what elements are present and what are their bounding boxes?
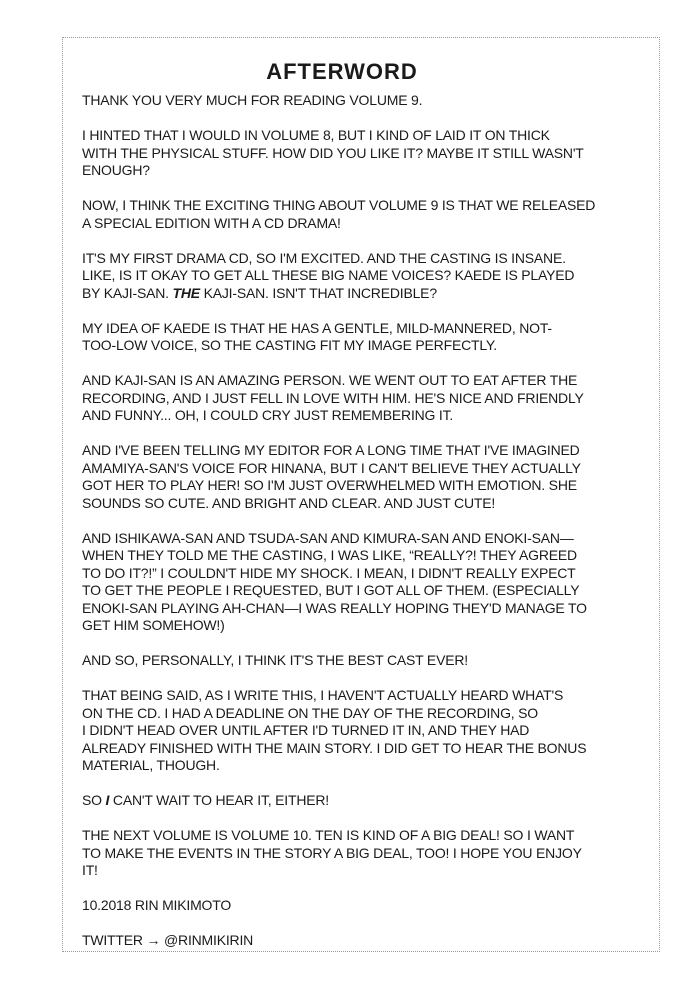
text-line: I DIDN'T HEAD OVER UNTIL AFTER I'D TURNED IT IN, AND THEY HAD xyxy=(82,722,530,738)
text-segment: SO xyxy=(82,792,106,808)
text-segment: KAJI-SAN. ISN'T THAT INCREDIBLE? xyxy=(199,284,437,301)
twitter-line xyxy=(82,932,662,950)
twitter-handle: @RINMIKIRIN xyxy=(164,932,254,948)
signature: 10.2018 RIN MIKIMOTO xyxy=(82,897,232,913)
paragraph xyxy=(82,652,662,670)
text-line: IT! xyxy=(82,862,98,878)
text-segment: BY KAJI-SAN. xyxy=(82,284,173,301)
paragraph xyxy=(82,127,662,180)
text-line: IT'S MY FIRST DRAMA CD, SO I'M EXCITED. AND THE CASTING IS INSANE. xyxy=(82,249,566,266)
text-line: TO DO IT?!” I COULDN'T HIDE MY SHOCK. I MEAN, I DIDN'T REALLY EXPECT xyxy=(82,564,576,581)
paragraph xyxy=(82,372,662,425)
paragraph xyxy=(82,250,662,303)
paragraph xyxy=(82,827,662,880)
text-line: MATERIAL, THOUGH. xyxy=(82,757,220,773)
text-line: GET HIM SOMEHOW!) xyxy=(82,617,225,633)
text-line: RECORDING, AND I JUST FELL IN LOVE WITH HIM. HE'S NICE AND FRIENDLY xyxy=(82,389,584,406)
paragraphs xyxy=(82,92,662,880)
text-line: WHEN THEY TOLD ME THE CASTING, I WAS LIKE, “REALLY?! THEY AGREED xyxy=(82,547,577,563)
arrow-icon: → xyxy=(146,932,161,948)
text-line: ON THE CD. I HAD A DEADLINE ON THE DAY OF THE RECORDING, SO xyxy=(82,704,538,721)
text-line: TO GET THE PEOPLE I REQUESTED, BUT I GOT ALL OF THEM. (ESPECIALLY xyxy=(82,582,580,598)
text-line: ENOKI-SAN PLAYING AH-CHAN—I WAS REALLY HOPING THEY'D MANAGE TO xyxy=(82,599,587,616)
text-line: THE NEXT VOLUME IS VOLUME 10. TEN IS KIND OF A BIG DEAL! SO I WANT xyxy=(82,827,575,843)
text-line xyxy=(82,792,662,810)
emphasis-text: THE xyxy=(172,284,200,301)
text-line: I HINTED THAT I WOULD IN VOLUME 8, BUT I KIND OF LAID IT ON THICK xyxy=(82,127,550,143)
text-line: WITH THE PHYSICAL STUFF. HOW DID YOU LIKE IT? MAYBE IT STILL WASN'T xyxy=(82,144,584,161)
paragraph xyxy=(82,320,662,355)
paragraph xyxy=(82,792,662,810)
text-line: SOUNDS SO CUTE. AND BRIGHT AND CLEAR. AND JUST CUTE! xyxy=(82,494,496,511)
twitter-label: TWITTER xyxy=(82,932,143,948)
text-line: TO MAKE THE EVENTS IN THE STORY A BIG DEAL, TOO! I HOPE YOU ENJOY xyxy=(82,844,582,861)
text-line: TOO-LOW VOICE, SO THE CASTING FIT MY IMAGE PERFECTLY. xyxy=(82,337,497,353)
text-line: AND ISHIKAWA-SAN AND TSUDA-SAN AND KIMURA-SAN AND ENOKI-SAN— xyxy=(82,529,574,546)
text-line: MY IDEA OF KAEDE IS THAT HE HAS A GENTLE, MILD-MANNERED, NOT- xyxy=(82,319,552,336)
paragraph xyxy=(82,530,662,635)
text-line: GOT HER TO PLAY HER! SO I'M JUST OVERWHELMED WITH EMOTION. SHE xyxy=(82,477,577,493)
text-line: A SPECIAL EDITION WITH A CD DRAMA! xyxy=(82,214,341,231)
paragraph xyxy=(82,197,662,232)
paragraph xyxy=(82,92,662,110)
text-line: AND I'VE BEEN TELLING MY EDITOR FOR A LONG TIME THAT I'VE IMAGINED xyxy=(82,442,580,458)
paragraph xyxy=(82,687,662,775)
text-line xyxy=(82,285,662,303)
text-line: THAT BEING SAID, AS I WRITE THIS, I HAVEN'T ACTUALLY HEARD WHAT'S xyxy=(82,687,564,703)
text-line: NOW, I THINK THE EXCITING THING ABOUT VOLUME 9 IS THAT WE RELEASED xyxy=(82,197,596,213)
paragraph xyxy=(82,442,662,512)
text-line: THANK YOU VERY MUCH FOR READING VOLUME 9. xyxy=(82,92,423,108)
text-line: ENOUGH? xyxy=(82,162,150,178)
text-line: AND SO, PERSONALLY, I THINK IT'S THE BEST CAST EVER! xyxy=(82,652,468,668)
text-segment: CAN'T WAIT TO HEAR IT, EITHER! xyxy=(109,792,329,808)
text-line: AND KAJI-SAN IS AN AMAZING PERSON. WE WENT OUT TO EAT AFTER THE xyxy=(82,372,578,388)
emphasis-text: I xyxy=(105,792,110,808)
text-line: AMAMIYA-SAN'S VOICE FOR HINANA, BUT I CAN'T BELIEVE THEY ACTUALLY xyxy=(82,459,581,476)
text-line: ALREADY FINISHED WITH THE MAIN STORY. I DID GET TO HEAR THE BONUS xyxy=(82,739,587,756)
page-title: AFTERWORD xyxy=(266,59,418,84)
afterword-body xyxy=(82,92,662,950)
text-line: AND FUNNY... OH, I COULD CRY JUST REMEMBERING IT. xyxy=(82,407,454,423)
text-line: LIKE, IS IT OKAY TO GET ALL THESE BIG NAME VOICES? KAEDE IS PLAYED xyxy=(82,267,575,283)
